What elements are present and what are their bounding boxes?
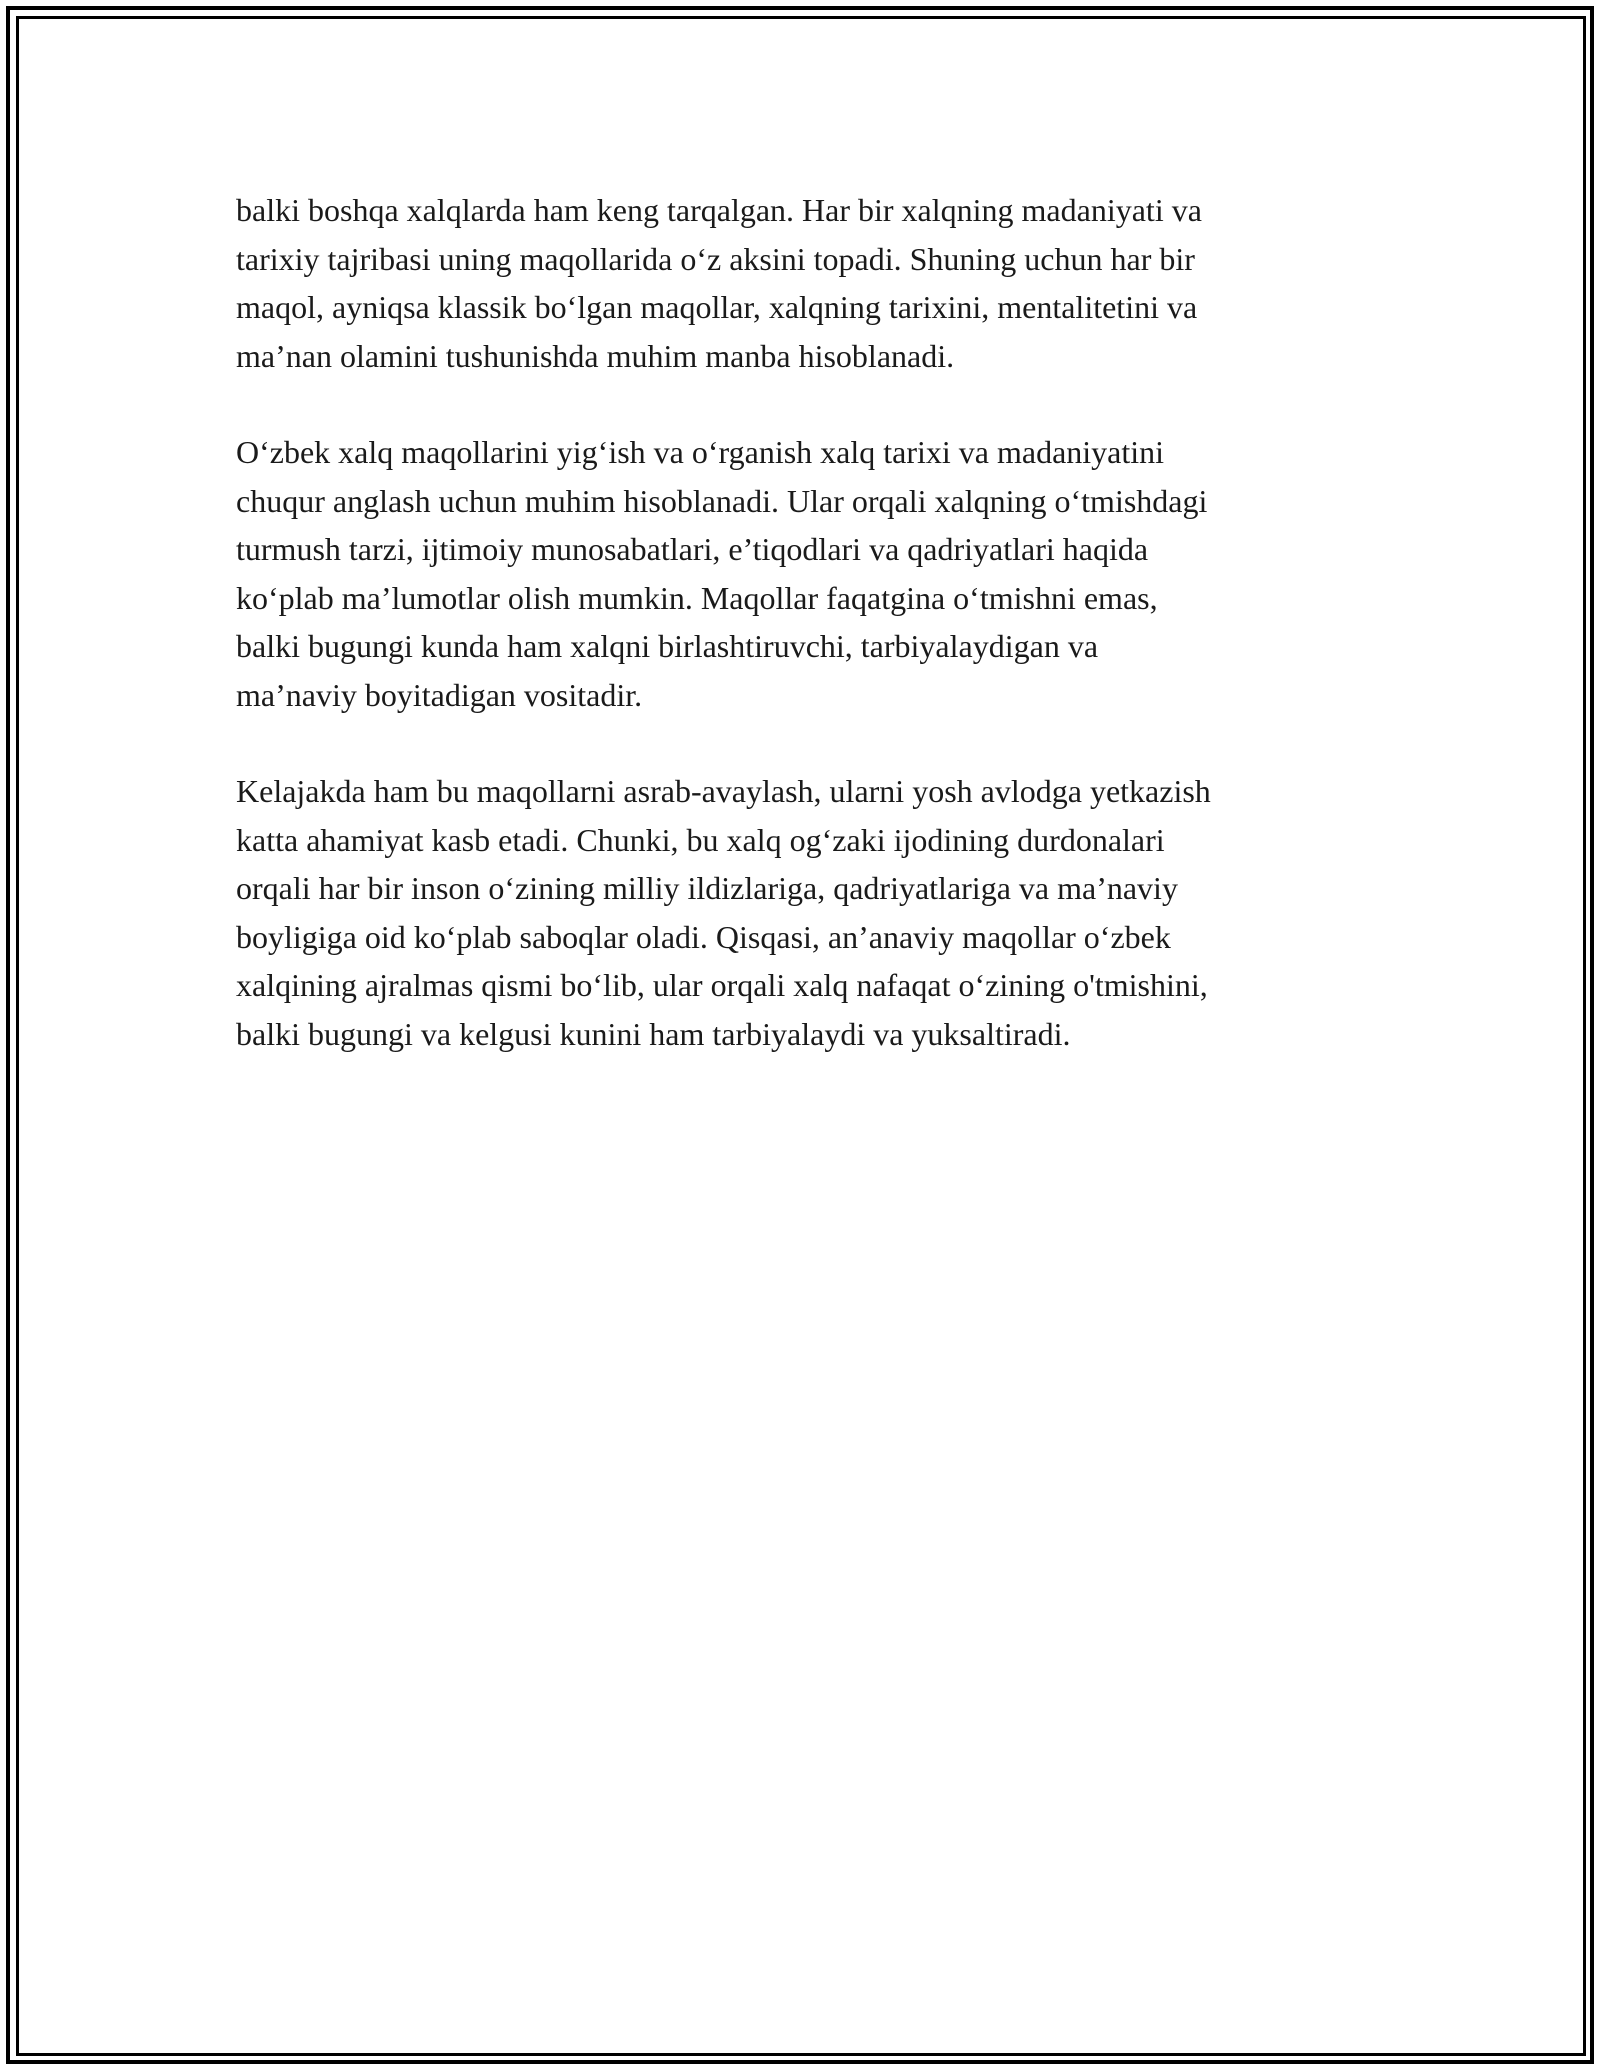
- document-body: [236, 186, 1376, 1106]
- text-line: boyligiga oid koʻplab saboqlar oladi. Qisqasi, an’anaviy maqollar oʻzbek: [236, 918, 1171, 955]
- text-line: Oʻzbek xalq maqollarini yigʻish va oʻrganish xalq tarixi va madaniyatini: [236, 434, 1165, 470]
- text-line: katta ahamiyat kasb etadi. Chunki, bu xalq ogʻzaki ijodining durdonalari: [236, 821, 1165, 858]
- text-line: ma’naviy boyitadigan vositadir.: [236, 676, 643, 713]
- text-line: balki boshqa xalqlarda ham keng tarqalgan. Har bir xalqning madaniyati va: [236, 192, 1202, 228]
- text-line: maqol, ayniqsa klassik boʻlgan maqollar, xalqning tarixini, mentalitetini va: [236, 289, 1198, 325]
- text-line: ma’nan olamini tushunishda muhim manba hisoblanadi.: [236, 337, 955, 374]
- text-line: orqali har bir inson oʻzining milliy ildizlariga, qadriyatlariga va ma’naviy: [236, 870, 1178, 906]
- text-line: Kelajakda ham bu maqollarni asrab-avaylash, ularni yosh avlodga yetkazish: [236, 773, 1211, 809]
- text-line: xalqining ajralmas qismi boʻlib, ular orqali xalq nafaqat oʻzining o'tmishini,: [236, 967, 1208, 1003]
- text-line: balki bugungi va kelgusi kunini ham tarbiyalaydi va yuksaltiradi.: [236, 1015, 1071, 1052]
- text-line: balki bugungi kunda ham xalqni birlashtiruvchi, tarbiyalaydigan va: [236, 628, 1099, 664]
- text-line: turmush tarzi, ijtimoiy munosabatlari, e’tiqodlari va qadriyatlari haqida: [236, 531, 1149, 567]
- paragraph-1: [236, 186, 1376, 380]
- paragraph-3: [236, 767, 1376, 1058]
- paragraph-2: [236, 428, 1376, 719]
- text-line: koʻplab ma’lumotlar olish mumkin. Maqollar faqatgina oʻtmishni emas,: [236, 579, 1158, 616]
- text-line: chuqur anglash uchun muhim hisoblanadi. Ular orqali xalqning oʻtmishdagi: [236, 482, 1208, 519]
- text-line: tarixiy tajribasi uning maqollarida oʻz aksini topadi. Shuning uchun har bir: [236, 240, 1195, 277]
